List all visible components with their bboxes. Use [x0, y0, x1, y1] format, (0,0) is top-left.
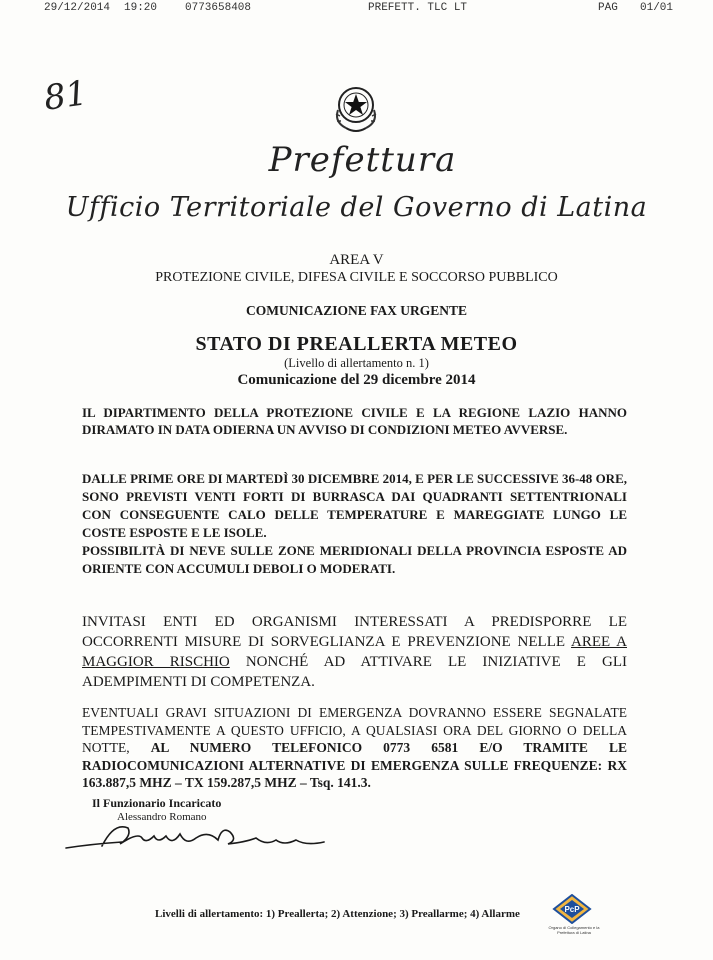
- letterhead-title: Prefettura: [268, 140, 457, 180]
- signer-name: Alessandro Romano: [117, 811, 207, 823]
- paragraph-instructions: [82, 612, 627, 692]
- alert-level-note: (Livello di allertamento n. 1): [284, 356, 429, 370]
- communication-date: Comunicazione del 29 dicembre 2014: [237, 372, 476, 388]
- signer-role: Il Funzionario Incaricato: [92, 796, 222, 810]
- pcp-logo-caption: Organo di Collegamento e la Prefettura di Latina: [548, 925, 600, 935]
- instructions-underlined: AREE A MAGGIOR RISCHIO: [82, 634, 628, 670]
- emergency-contacts: AL NUMERO TELEFONICO 0773 6581 E/O TRAMITE LE RADIOCOMUNICAZIONI ALTERNATIVE DI EMERGENZA SULLE FREQUENZE: RX 163.887,5 MHZ – TX 159.287,5 MHZ – Tsq. 141.3.: [82, 740, 627, 790]
- fax-date: 29/12/2014: [44, 2, 111, 14]
- pcp-logo-text: PcP: [564, 905, 580, 914]
- fax-page-label: PAG: [598, 2, 618, 14]
- alert-levels-legend: Livelli di allertamento: 1) Preallerta; 2) Attenzione; 3) Preallarme; 4) Allarme: [155, 908, 520, 920]
- paragraph-emergency: [82, 704, 627, 792]
- area-label: AREA V: [329, 252, 384, 268]
- fax-type-label: COMUNICAZIONE FAX URGENTE: [245, 303, 467, 318]
- fax-page: 01/01: [640, 2, 674, 14]
- document-heading: STATO DI PREALLERTA METEO: [195, 333, 518, 355]
- paragraph-forecast: [82, 470, 627, 578]
- letterhead-subtitle: Ufficio Territoriale del Governo di Latina: [65, 192, 648, 223]
- instructions-text-1: INVITASI ENTI ED ORGANISMI INTERESSATI A PREDISPORRE LE OCCORRENTI MISURE DI SORVEGLIANZA E PREVENZIONE NELLE: [82, 614, 627, 650]
- fax-number: 0773658408: [185, 2, 252, 14]
- department-label: PROTEZIONE CIVILE, DIFESA CIVILE E SOCCORSO PUBBLICO: [155, 270, 558, 285]
- forecast-snow: POSSIBILITÀ DI NEVE SULLE ZONE MERIDIONALI DELLA PROVINCIA ESPOSTE AD ORIENTE CON ACCUMULI DEBOLI O MODERATI.: [82, 543, 627, 576]
- emergency-text: EVENTUALI GRAVI SITUAZIONI DI EMERGENZA DOVRANNO ESSERE SEGNALATE TEMPESTIVAMENTE A QUESTO UFFICIO, A QUALSIASI ORA DEL GIORNO O DELLA NOTTE,: [82, 705, 627, 755]
- fax-header: [0, 2, 713, 18]
- pcp-logo-icon: [552, 894, 592, 924]
- instructions-text-2: NONCHÉ AD ATTIVARE LE INIZIATIVE E GLI ADEMPIMENTI DI COMPETENZA.: [82, 654, 627, 690]
- forecast-wind: DALLE PRIME ORE DI MARTEDÌ 30 DICEMBRE 2014, E PER LE SUCCESSIVE 36-48 ORE, SONO PREVISTI VENTI FORTI DI BURRASCA DAI QUADRANTI SETTENTRIONALI CON CONSEGUENTE CALO DELLE TEMPERATURE E MAREGGIATE LUNGO LE COSTE ESPOSTE E LE ISOLE.: [82, 471, 627, 540]
- paragraph-notice: IL DIPARTIMENTO DELLA PROTEZIONE CIVILE E LA REGIONE LAZIO HANNO DIRAMATO IN DATA ODIERNA UN AVVISO DI CONDIZIONI METEO AVVERSE.: [82, 405, 627, 437]
- republic-emblem-icon: [330, 80, 382, 136]
- fax-sender: PREFETT. TLC LT: [368, 2, 468, 14]
- signature-icon: [62, 818, 332, 854]
- fax-time: 19:20: [124, 2, 158, 14]
- handwritten-number: 81: [41, 73, 90, 119]
